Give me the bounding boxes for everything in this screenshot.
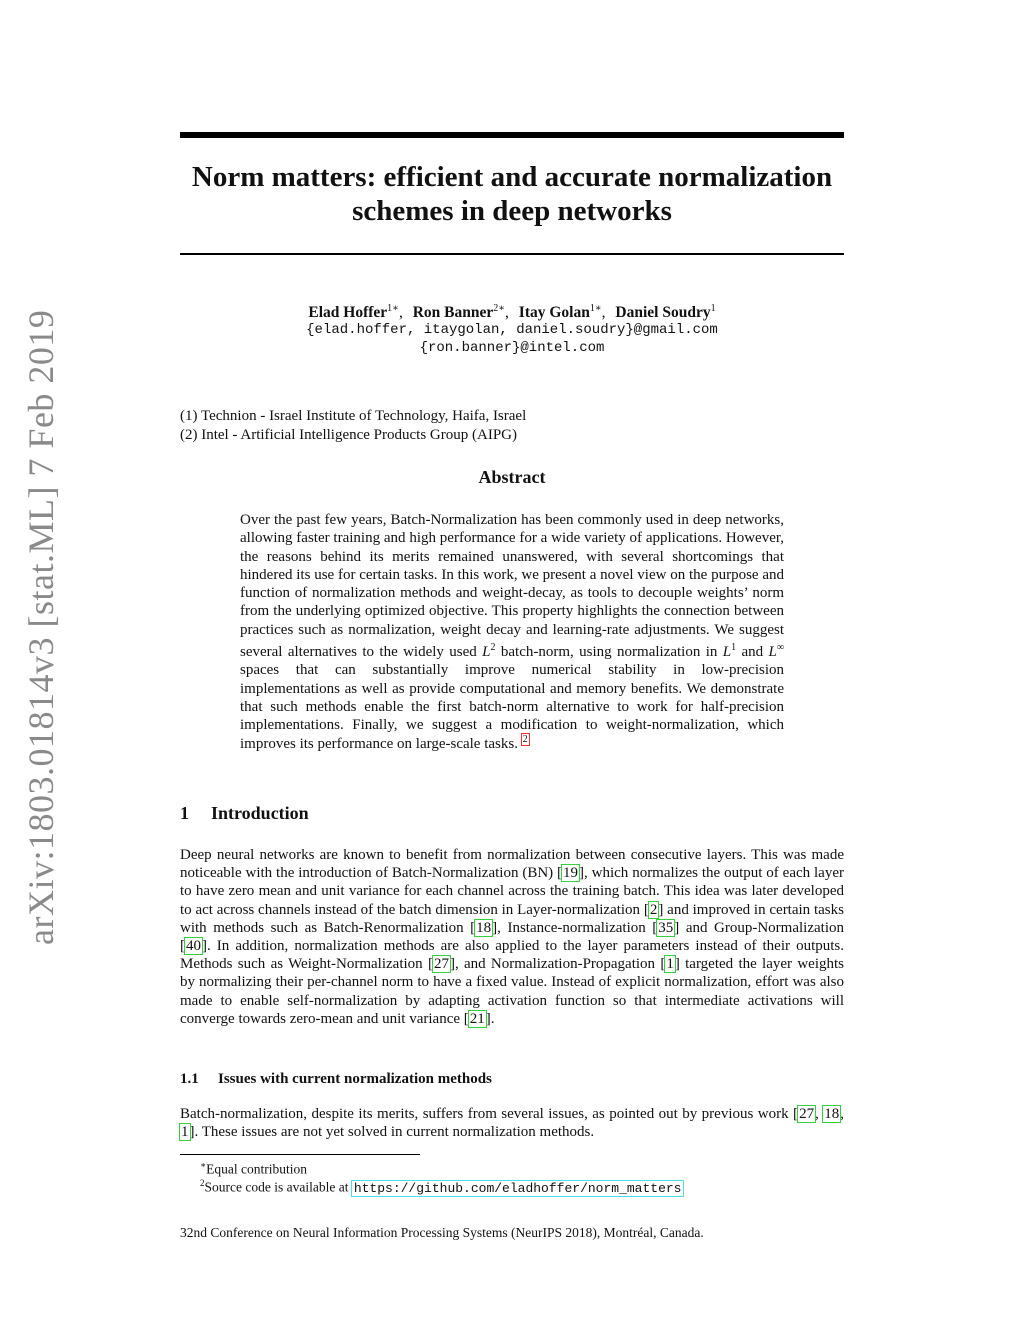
affiliation-2: (2) Intel - Artificial Intelligence Products Group (AIPG) [180,427,517,443]
author: Ron Banner [412,304,494,322]
affil-mark: 2 [493,303,499,314]
title-line-1: Norm matters: efficient and accurate normalization [191,161,833,193]
abstract-text: Over the past few years, Batch-Normalization has been commonly used in deep networks, allowing faster training and high performance for a wide variety of applications. However, the reasons behind its merits remained unanswered, with several shortcomings that hindered its use for certain tasks. In this work, we present a novel view on the purpose and function of normalization methods and weight-decay, as tools to decouple weights’ norm from the underlying optimized objective. This property highlights the connection between practices such as normalization, weight decay and learning-rate adjustments. We suggest several alternatives to the widely used $L^2$ batch-norm, using normalization in $L^1$ and L∞ spaces that can substantially improve numerical stability in low-precision implementations as well as provide computational and memory benefits. We demonstrate that such methods enable the first batch-norm alternative to work for half-precision implementations. Finally, we suggest a modification to weight-normalization, which improves its performance on large-scale tasks. $^2$ [240,512,784,752]
abstract-heading: Abstract [478,467,546,487]
affil-mark: 1 [710,303,716,314]
affiliation-1: (1) Technion - Israel Institute of Technology, Haifa, Israel [180,408,527,424]
citation-link[interactable]: 19 [563,865,579,882]
title-line-2: schemes in deep networks [352,195,672,227]
math-l1: $L^1$ [722,642,737,661]
subsection-heading-issues: 1.1 Issues with current normalization methods [180,1071,492,1087]
arxiv-identifier: arXiv:1803.01814v3 [stat.ML] 7 Feb 2019 [21,309,61,945]
section-heading-introduction: 1 Introduction [180,803,309,823]
affil-mark: 1 [589,303,595,314]
introduction-paragraph: Deep neural networks are known to benefit from normalization between consecutive layers. This was made noticeable with the introduction of Batch-Normalization (BN) [19], which normalizes the output of each layer to have zero mean and unit variance for each channel across the training batch. This idea was later developed to act across channels instead of the batch dimension in Layer-normalization [2] and improved in certain tasks with methods such as Batch-Renormalization [18], Instance-normalization [35] and Group-Normalization [40]. In addition, normalization methods are also applied to the layer parameters instead of their outputs. Methods such as Weight-Normalization [27], and Normalization-Propagation [1] targeted the layer weights by normalizing their per-channel norm to have a fixed value. Instead of explicit normalization, effort was also made to enable self-normalization by adapting activation function so that intermediate activations will converge towards zero-mean and unit variance [21]. [180,847,844,1027]
citation-link[interactable]: 27 [799,1106,815,1122]
citation-link[interactable]: 27 [433,956,449,973]
issues-paragraph: Batch-normalization, despite its merits, suffers from several issues, as pointed out by previous work [27, 18, 1]. These issues are not yet solved in current normalization methods. [180,1106,845,1141]
footnote-rule [180,1154,420,1155]
author: Elad Hoffer [308,304,388,322]
footnote-1: ∗Equal contribution [200,1160,307,1177]
citation-link[interactable]: 1 [666,956,674,973]
footnote-2: $^2$Source code is available at https://github.com/eladhoffer/norm_matters [200,1178,682,1196]
conference-footer: 32nd Conference on Neural Information Processing Systems (NeurIPS 2018), Montréal, Canada. [180,1225,704,1240]
author: Daniel Soudry [615,304,711,322]
author: Itay Golan [518,304,590,322]
math-l2: $L^2$ [482,642,496,661]
affil-mark: 1 [387,303,393,314]
equal-mark: ∗ [594,303,602,314]
math-linf: L∞ [768,642,784,661]
citation-link[interactable]: 21 [469,1010,485,1027]
author-email-1: {elad.hoffer, itaygolan, daniel.soudry}@gmail.com [306,322,718,338]
title-bottom-rule [180,253,844,255]
citation-link[interactable]: 18 [476,919,492,936]
citation-link[interactable]: 40 [186,938,201,955]
paper-title [180,160,844,228]
equal-mark: ∗ [498,303,506,314]
footnote-link[interactable]: 2 [522,733,528,745]
author-email-2: {ron.banner}@intel.com [419,340,605,356]
equal-mark: ∗ [392,303,399,314]
citation-link[interactable]: 18 [824,1106,840,1122]
citation-link[interactable]: 2 [649,901,658,918]
author-list: Elad Hoffer$^{1∗}$, Ron Banner$^{2∗}$, Itay Golan$^{1∗}$, Daniel Soudry$^1$ [308,303,716,322]
citation-link[interactable]: 1 [181,1124,189,1141]
source-code-link[interactable]: https://github.com/eladhoffer/norm_matters [353,1180,682,1196]
title-top-rule [180,132,844,138]
citation-link[interactable]: 35 [658,919,674,936]
